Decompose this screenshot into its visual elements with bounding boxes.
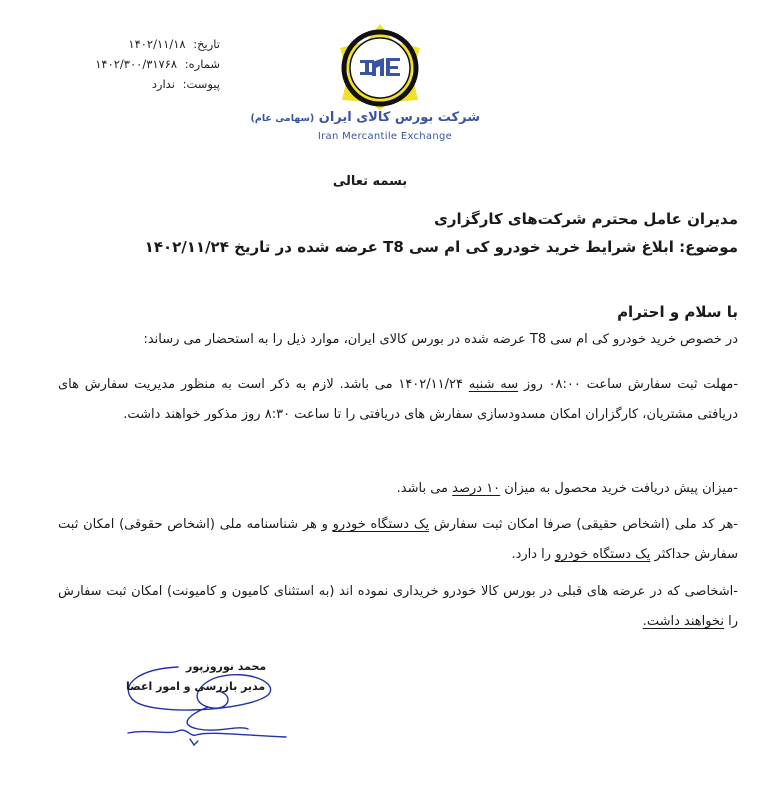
meta-attachment-label: پیوست:: [182, 77, 220, 91]
item-text: -هر کد ملی (اشخاص حقیقی) صرفا امکان ثبت سفارش: [429, 517, 738, 532]
item-emphasis: یک دستگاه خودرو: [555, 547, 651, 562]
meta-attachment-value: ندارد: [151, 77, 175, 91]
list-item: [58, 577, 738, 637]
meta-date: [100, 34, 220, 54]
item-text: ۱۴۰۲/۱۱/۲۴ می باشد. لازم به ذکر است به منظور مدیریت سفارش های دریافتی مشتریان، کارگزاران امکان مسدودسازی سفارش های دریافتی را تا ساعت ۸:۳۰ روز مذکور خواهند داشت.: [58, 377, 738, 422]
greeting: با سلام و احترام: [617, 303, 738, 321]
ime-logo-icon: [332, 22, 428, 110]
logo-mark: [360, 58, 400, 76]
addressee: مدیران عامل محترم شرکت‌های کارگزاری: [434, 210, 738, 228]
meta-date-value: ۱۴۰۲/۱۱/۱۸: [128, 37, 186, 51]
list-item: [58, 510, 738, 570]
meta-attachment: [100, 74, 220, 94]
meta-date-label: تاریخ:: [193, 37, 220, 51]
list-item: [58, 474, 738, 504]
logo-name-fa-suffix: (سهامی عام): [250, 113, 315, 124]
item-emphasis: یک دستگاه خودرو: [332, 517, 430, 532]
letter-meta: [95, 34, 220, 94]
meta-number: [95, 54, 220, 74]
item-emphasis: نخواهند داشت.: [642, 614, 724, 629]
item-text: -میزان پیش دریافت خرید محصول به میزان: [500, 481, 738, 496]
item-text: می باشد.: [396, 481, 453, 496]
subject-line: موضوع: ابلاغ شرایط خرید خودرو کی ام سی T8 عرضه شده در تاریخ ۱۴۰۲/۱۱/۲۴: [144, 238, 738, 256]
item-emphasis: سه شنبه: [468, 377, 519, 392]
signatory-title: مدیر بازرسی و امور اعضا: [126, 680, 266, 693]
meta-number-value: ۱۴۰۲/۳۰۰/۳۱۷۶۸: [95, 57, 178, 71]
meta-number-label: شماره:: [184, 57, 220, 71]
item-text: -مهلت ثبت سفارش ساعت ۰۸:۰۰ روز: [518, 377, 739, 392]
item-text: را دارد.: [511, 547, 556, 562]
signatory-name: محمد نوروزپور: [186, 660, 267, 673]
basmala-heading: بسمه تعالی: [332, 174, 408, 189]
item-text: و هر شناسنامه ملی (اشخاص حقوقی) امکان ثبت سفارش حداکثر: [58, 517, 738, 562]
item-emphasis: ۱۰ درصد: [452, 481, 501, 496]
intro-sentence: در خصوص خرید خودرو کی ام سی T8 عرضه شده در بورس کالای ایران، موارد ذیل را به استحضار می رساند:: [143, 332, 738, 347]
logo-name-fa: شرکت بورس کالای ایران: [318, 110, 480, 125]
logo-company-name-en: Iran Mercantile Exchange: [317, 131, 453, 142]
logo-company-name-fa: [250, 110, 480, 125]
list-item: [58, 370, 738, 430]
item-text: -اشخاصی که در عرضه های قبلی در بورس کالا خودرو خریداری نموده اند (به استثنای کامیون و کامیونت) امکان ثبت سفارش را: [58, 584, 738, 629]
